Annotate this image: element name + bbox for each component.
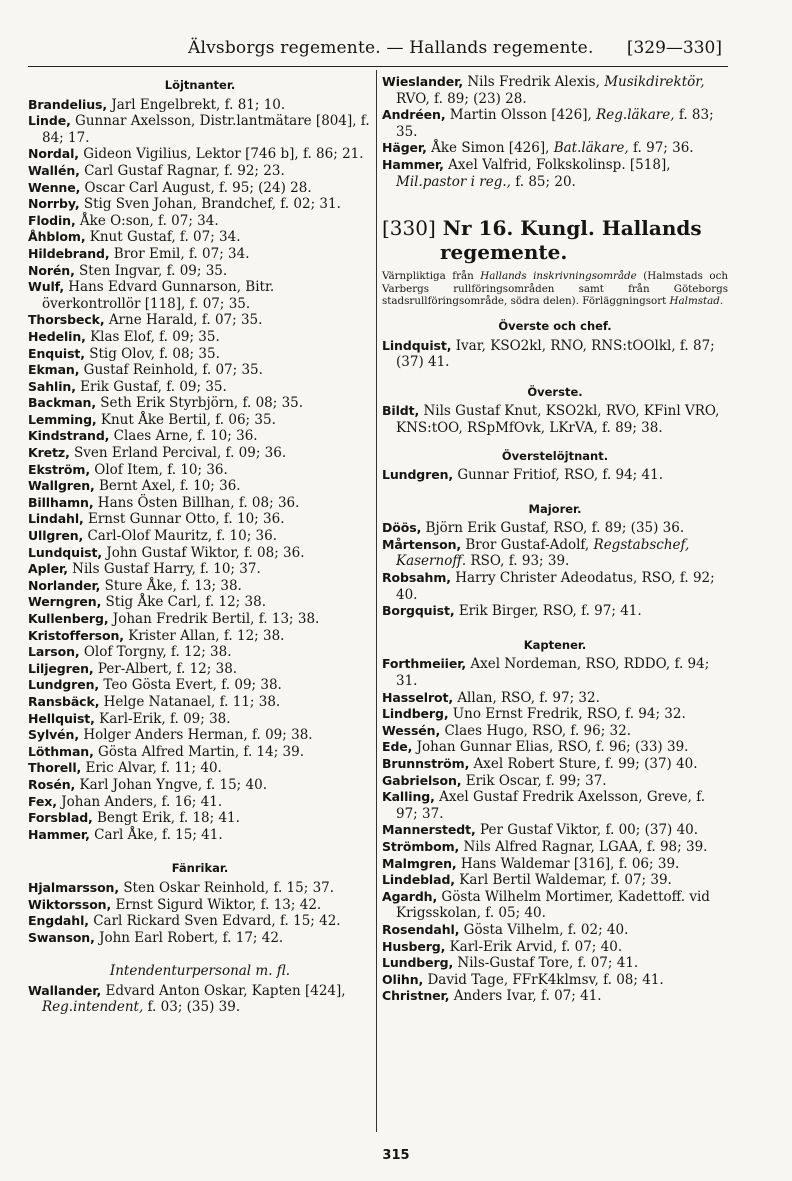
- entry-role: Reg.intendent,: [42, 999, 144, 1016]
- entry-text: Arne Harald, f. 07; 35.: [108, 312, 263, 329]
- list-item: [28, 777, 372, 794]
- entry-surname: Liljegren,: [28, 660, 94, 676]
- section-heading-fanrikar: Fänrikar.: [171, 861, 229, 876]
- list-item: [382, 107, 728, 140]
- intro-pre: Värnpliktiga från: [382, 270, 474, 283]
- list-item: [28, 794, 372, 811]
- entry-tail: RSO, f. 93; 39.: [470, 553, 570, 570]
- entry-surname: Döös,: [382, 520, 422, 536]
- entry-surname: Hammer,: [382, 156, 444, 172]
- entry-surname: Thorsbeck,: [28, 312, 105, 328]
- entry-surname: Ransbäck,: [28, 693, 100, 709]
- list-item: [382, 773, 728, 790]
- list-item: [28, 97, 372, 114]
- entry-text: Johan Anders, f. 16; 41.: [61, 793, 223, 810]
- entry-surname: Kretz,: [28, 445, 70, 461]
- list-item: [28, 594, 372, 611]
- list-item: [28, 196, 372, 213]
- entry-surname: Hellquist,: [28, 710, 95, 726]
- list-item: [382, 690, 728, 707]
- entry-role: Bat.läkare,: [553, 140, 629, 157]
- list-item: [28, 146, 372, 163]
- entry-surname: Swanson,: [28, 929, 95, 945]
- list-item: [382, 520, 728, 537]
- entry-text: Harry Christer Adeodatus, RSO, f. 92; 40.: [396, 570, 715, 603]
- entry-surname: Ede,: [382, 739, 413, 755]
- entry-text: Karl-Erik Arvid, f. 07; 40.: [449, 938, 623, 955]
- entry-text: Gunnar Axelsson, Distr.lantmätare [804], f. 84; 17.: [42, 113, 370, 146]
- entry-surname: Ullgren,: [28, 528, 84, 544]
- entry-surname: Sylvén,: [28, 727, 80, 743]
- entry-surname: Werngren,: [28, 594, 102, 610]
- entry-text: John Earl Robert, f. 17; 42.: [99, 929, 284, 946]
- entry-surname: Mårtenson,: [382, 536, 462, 552]
- entry-surname: Lemming,: [28, 411, 97, 427]
- entry-surname: Lindberg,: [382, 706, 449, 722]
- entry-surname: Brandelius,: [28, 96, 108, 112]
- entry-text: Stig Sven Johan, Brandchef, f. 02; 31.: [83, 196, 341, 213]
- regiment-name: Nr 16. Kungl. Hallands regemente.: [440, 216, 702, 265]
- entry-text: Per-Albert, f. 12; 38.: [97, 660, 238, 677]
- list-item: [28, 561, 372, 578]
- list-item: [382, 723, 728, 740]
- entry-text: Per Gustaf Viktor, f. 00; (37) 40.: [479, 822, 699, 839]
- list-item: [382, 140, 728, 157]
- header-title: Älvsborgs regemente. — Hallands regemente.: [188, 38, 594, 58]
- entry-text: Krister Allan, f. 12; 38.: [128, 627, 285, 644]
- entry-role: Musikdirektör,: [604, 74, 705, 90]
- list-item: [382, 972, 728, 989]
- list-item: [28, 897, 372, 914]
- majorer-list: [382, 520, 728, 620]
- entry-surname: Mannerstedt,: [382, 822, 476, 838]
- running-header: [28, 38, 728, 67]
- column-divider: [376, 70, 377, 1132]
- entry-surname: Robsahm,: [382, 570, 451, 586]
- entry-surname: Borgquist,: [382, 603, 455, 619]
- entry-surname: Husberg,: [382, 938, 446, 954]
- entry-text: Karl Johan Yngve, f. 15; 40.: [79, 776, 267, 793]
- entry-tail: f. 83; 35.: [396, 107, 714, 140]
- list-item: [382, 939, 728, 956]
- entry-surname: Malmgren,: [382, 855, 457, 871]
- entry-text: Axel Nordeman, RSO, RDDO, f. 94; 31.: [396, 656, 710, 690]
- entry-text: Anders Ivar, f. 07; 41.: [453, 988, 602, 1005]
- entry-text: Jarl Engelbrekt, f. 81; 10.: [111, 96, 286, 113]
- entry-surname: Gabrielson,: [382, 772, 462, 788]
- entry-text: Carl Åke, f. 15; 41.: [94, 826, 223, 843]
- fanrikar-list: [28, 880, 372, 946]
- entry-surname: Wessén,: [382, 722, 441, 738]
- section-heading-loitnanter: Löjtnanter.: [164, 78, 236, 92]
- entry-surname: Lundgren,: [382, 467, 454, 483]
- entry-surname: Lindeblad,: [382, 872, 455, 888]
- list-item: [28, 312, 372, 329]
- section-heading-overstelojtnant: Överstelöjtnant.: [501, 448, 609, 463]
- entry-surname: Ekman,: [28, 362, 80, 378]
- entry-text: Eric Alvar, f. 11; 40.: [85, 760, 222, 777]
- entry-text: Åke O:son, f. 07; 34.: [79, 212, 219, 229]
- entry-surname: Rosendahl,: [382, 921, 460, 937]
- entry-surname: Lundberg,: [382, 955, 454, 971]
- list-item: [382, 603, 728, 620]
- entry-text: Gösta Vilhelm, f. 02; 40.: [463, 921, 629, 938]
- entry-surname: Wallén,: [28, 162, 80, 178]
- entry-text: Gustaf Reinhold, f. 07; 35.: [83, 362, 263, 379]
- kaptener-list: [382, 656, 728, 1004]
- section-heading-intendentur: Intendenturpersonal m. fl.: [109, 963, 291, 980]
- right-column: [382, 74, 728, 1005]
- entry-surname: Forthmeiier,: [382, 656, 467, 672]
- entry-text: Sven Erland Percival, f. 09; 36.: [74, 445, 287, 462]
- list-item: [382, 157, 728, 190]
- page-number: 315: [382, 1148, 410, 1163]
- entry-text: Carl Rickard Sven Edvard, f. 15; 42.: [93, 913, 341, 930]
- list-item: [382, 467, 728, 484]
- list-item: [382, 739, 728, 756]
- list-item: [28, 229, 372, 246]
- list-item: [382, 74, 728, 107]
- entry-surname: Hasselrot,: [382, 689, 454, 705]
- entry-surname: Norén,: [28, 262, 75, 278]
- entry-tail: f. 97; 36.: [633, 140, 694, 157]
- entry-text: Olof Torgny, f. 12; 38.: [83, 644, 232, 661]
- list-item: [28, 478, 372, 495]
- entry-text: Axel Gustaf Fredrik Axelsson, Greve, f. 97; 37.: [396, 789, 706, 822]
- entry-text: Hans Edvard Gunnarson, Bitr. överkontrollör [118], f. 07; 35.: [42, 279, 275, 312]
- list-item: [28, 661, 372, 678]
- entry-surname: Kindstrand,: [28, 428, 110, 444]
- list-item: [28, 213, 372, 230]
- entry-text: Helge Natanael, f. 11; 38.: [103, 693, 281, 710]
- list-item: [28, 346, 372, 363]
- entry-surname: Wenne,: [28, 179, 81, 195]
- intro-mid: (Halmstads och Varbergs rullföringsområden samt från Göteborgs stadsrullföringsområde, södra delen). Förläggningsort: [382, 270, 728, 308]
- entry-text: Bengt Erik, f. 18; 41.: [97, 810, 240, 827]
- list-item: [382, 922, 728, 939]
- entry-surname: Agardh,: [382, 888, 438, 904]
- entry-surname: Wiktorsson,: [28, 896, 112, 912]
- entry-text: Klas Elof, f. 09; 35.: [90, 328, 220, 345]
- entry-text: Björn Erik Gustaf, RSO, f. 89; (35) 36.: [425, 520, 685, 537]
- entry-surname: Backman,: [28, 395, 96, 411]
- entry-text: Ivar, KSO2kl, RNO, RNS:tOOlkl, f. 87; (37) 41.: [396, 337, 715, 371]
- entry-text: Teo Gösta Evert, f. 09; 38.: [103, 677, 282, 694]
- entry-surname: Sahlin,: [28, 378, 76, 394]
- entry-text: Oscar Carl August, f. 95; (24) 28.: [84, 179, 312, 196]
- entry-text: David Tage, FFrK4klmsv, f. 08; 41.: [427, 971, 664, 988]
- regiment-intro: [382, 270, 728, 308]
- entry-surname: Hjalmarsson,: [28, 879, 120, 895]
- entry-text: Johan Fredrik Bertil, f. 13; 38.: [112, 611, 320, 627]
- entry-text: Karl-Erik, f. 09; 38.: [99, 710, 231, 727]
- entry-text: Carl Gustaf Ragnar, f. 92; 23.: [84, 162, 285, 179]
- entry-text: Nils Gustaf Harry, f. 10; 37.: [72, 561, 261, 578]
- entry-surname: Nordal,: [28, 146, 79, 162]
- entry-text: Stig Åke Carl, f. 12; 38.: [105, 594, 266, 611]
- entry-surname: Lundquist,: [28, 544, 103, 560]
- list-item: [28, 677, 372, 694]
- entry-text: Seth Erik Styrbjörn, f. 08; 35.: [100, 395, 304, 412]
- entry-text: Gunnar Fritiof, RSO, f. 94; 41.: [457, 467, 663, 484]
- list-item: [28, 511, 372, 528]
- list-item: [28, 462, 372, 479]
- list-item: [28, 246, 372, 263]
- intro-italic: Hallands inskrivningsområde: [480, 270, 637, 283]
- list-item: [382, 988, 728, 1005]
- entry-surname: Hildebrand,: [28, 245, 110, 261]
- list-item: [28, 760, 372, 777]
- entry-text: Knut Åke Bertil, f. 06; 35.: [100, 411, 276, 428]
- entry-surname: Brunnström,: [382, 756, 470, 771]
- list-item: [382, 537, 728, 570]
- entry-surname: Kullenberg,: [28, 611, 109, 626]
- list-item: [28, 611, 372, 628]
- left-column: [28, 74, 372, 1016]
- entry-surname: Andréen,: [382, 107, 446, 123]
- entry-text: Ernst Gunnar Otto, f. 10; 36.: [87, 511, 285, 528]
- entry-text: Bror Gustaf-Adolf,: [465, 536, 590, 553]
- list-item: [382, 822, 728, 839]
- entry-surname: Wallgren,: [28, 478, 95, 494]
- overste-chef-list: [382, 338, 728, 371]
- entry-text: Bror Emil, f. 07; 34.: [113, 245, 250, 262]
- entry-tail: f. 85; 20.: [515, 173, 576, 190]
- entry-surname: Hammer,: [28, 826, 90, 842]
- entry-surname: Hedelin,: [28, 328, 86, 344]
- regiment-page-number: [330]: [382, 216, 436, 241]
- entry-text: Claes Arne, f. 10; 36.: [113, 428, 258, 445]
- entry-surname: Löthman,: [28, 743, 94, 759]
- entry-text: Gideon Vigilius, Lektor [746 b], f. 86; 21.: [83, 146, 364, 163]
- section-heading-overste-chef: Överste och chef.: [498, 318, 612, 333]
- intro-place: Halmstad.: [669, 295, 724, 308]
- loitnanter-list: [28, 97, 372, 844]
- list-item: [28, 279, 372, 312]
- entry-text: Uno Ernst Fredrik, RSO, f. 94; 32.: [452, 706, 686, 723]
- list-item: [382, 706, 728, 723]
- list-item: [28, 545, 372, 562]
- entry-surname: Norrby,: [28, 196, 80, 212]
- list-item: [382, 955, 728, 972]
- list-item: [28, 362, 372, 379]
- entry-text: Sten Ingvar, f. 09; 35.: [79, 262, 228, 279]
- entry-text: Hans Östen Billhan, f. 08; 36.: [97, 494, 300, 511]
- entry-text: Nils-Gustaf Tore, f. 07; 41.: [457, 955, 639, 972]
- list-item: [28, 495, 372, 512]
- entry-surname: Wallander,: [28, 982, 102, 998]
- entry-text: Nils Alfred Ragnar, LGAA, f. 98; 39.: [463, 838, 708, 855]
- entry-surname: Strömbom,: [382, 838, 460, 854]
- entry-surname: Thorell,: [28, 760, 82, 776]
- entry-surname: Norlander,: [28, 577, 101, 593]
- entry-text: Olof Item, f. 10; 36.: [94, 461, 228, 478]
- list-item: [28, 428, 372, 445]
- overstelojtnant-list: [382, 467, 728, 484]
- entry-text: John Gustaf Wiktor, f. 08; 36.: [106, 544, 305, 561]
- list-item: [382, 872, 728, 889]
- entry-text: Erik Gustaf, f. 09; 35.: [80, 378, 227, 395]
- entry-text: Edvard Anton Oskar, Kapten [424],: [105, 982, 346, 999]
- entry-text: Sture Åke, f. 13; 38.: [104, 577, 242, 594]
- entry-text: Erik Birger, RSO, f. 97; 41.: [458, 603, 642, 620]
- entry-text: Allan, RSO, f. 97; 32.: [457, 689, 600, 706]
- entry-text: Ernst Sigurd Wiktor, f. 13; 42.: [115, 896, 322, 913]
- list-item: [28, 810, 372, 827]
- entry-text: Nils Gustaf Knut, KSO2kl, RVO, KFinl VRO, KNS:tOO, RSpMfOvk, LKrVA, f. 89; 38.: [396, 403, 720, 436]
- entry-tail: RVO, f. 89; (23) 28.: [396, 90, 527, 107]
- list-item: [28, 163, 372, 180]
- entry-text: Sten Oskar Reinhold, f. 15; 37.: [123, 879, 335, 896]
- list-item: [28, 113, 372, 146]
- entry-text: Holger Anders Herman, f. 09; 38.: [83, 727, 313, 744]
- entry-role: Reg.läkare,: [596, 107, 675, 124]
- list-item: [382, 789, 728, 822]
- list-item: [382, 338, 728, 371]
- list-item: [28, 827, 372, 844]
- section-heading-kaptener: Kaptener.: [523, 637, 587, 652]
- entry-surname: Kalling,: [382, 789, 435, 805]
- list-item: [28, 913, 372, 930]
- entry-surname: Lundgren,: [28, 677, 100, 693]
- entry-surname: Lindquist,: [382, 337, 452, 353]
- section-heading-overste: Överste.: [527, 384, 583, 399]
- list-item: [382, 756, 728, 773]
- list-item: [28, 644, 372, 661]
- entry-surname: Wieslander,: [382, 74, 464, 89]
- entry-surname: Lindahl,: [28, 511, 84, 527]
- entry-surname: Larson,: [28, 644, 80, 660]
- list-item: [382, 570, 728, 603]
- entry-text: Åke Simon [426],: [431, 140, 550, 157]
- entry-text: Nils Fredrik Alexis,: [467, 74, 600, 90]
- entry-surname: Apler,: [28, 561, 68, 577]
- entry-text: Hans Waldemar [316], f. 06; 39.: [460, 855, 680, 872]
- list-item: [28, 930, 372, 947]
- entry-text: Carl-Olof Mauritz, f. 10; 36.: [87, 528, 278, 545]
- list-item: [382, 889, 728, 922]
- entry-surname: Olihn,: [382, 971, 424, 987]
- entry-role: Mil.pastor i reg.,: [396, 173, 511, 190]
- entry-surname: Christner,: [382, 988, 450, 1004]
- list-item: [28, 329, 372, 346]
- list-item: [28, 412, 372, 429]
- list-item: [28, 727, 372, 744]
- list-item: [28, 880, 372, 897]
- entry-surname: Flodin,: [28, 212, 76, 228]
- entry-surname: Bildt,: [382, 403, 420, 419]
- overste-list: [382, 403, 728, 436]
- entry-text: Johan Gunnar Elias, RSO, f. 96; (33) 39.: [416, 739, 689, 756]
- list-item: [28, 445, 372, 462]
- list-item: [28, 744, 372, 761]
- top-entries-list: [382, 74, 728, 190]
- list-item: [28, 578, 372, 595]
- entry-text: Stig Olov, f. 08; 35.: [89, 345, 220, 362]
- entry-surname: Forsblad,: [28, 810, 93, 826]
- entry-surname: Ekström,: [28, 461, 90, 477]
- list-item: [382, 856, 728, 873]
- entry-text: Erik Oscar, f. 99; 37.: [465, 772, 607, 789]
- entry-text: Knut Gustaf, f. 07; 34.: [89, 229, 241, 246]
- list-item: [28, 711, 372, 728]
- entry-text: Axel Robert Sture, f. 99; (37) 40.: [473, 756, 698, 772]
- entry-surname: Wulf,: [28, 279, 64, 295]
- intendentur-entry: [28, 983, 372, 1016]
- list-item: [382, 839, 728, 856]
- entry-text: Claes Hugo, RSO, f. 96; 32.: [444, 722, 632, 739]
- entry-text: Bernt Axel, f. 10; 36.: [98, 478, 241, 495]
- list-item: [382, 403, 728, 436]
- entry-surname: Häger,: [382, 140, 427, 156]
- entry-text: Axel Valfrid, Folkskolinsp. [518],: [448, 156, 671, 173]
- entry-surname: Fex,: [28, 793, 57, 809]
- list-item: [28, 528, 372, 545]
- list-item: [28, 395, 372, 412]
- entry-text: Karl Bertil Waldemar, f. 07; 39.: [459, 872, 672, 889]
- entry-surname: Rosén,: [28, 776, 76, 792]
- list-item: [382, 656, 728, 689]
- regiment-title: [382, 216, 728, 264]
- list-item: [28, 694, 372, 711]
- entry-role: Regstabschef, Kasernoff.: [396, 536, 690, 570]
- list-item: [28, 263, 372, 280]
- header-page-range: [329—330]: [626, 38, 722, 58]
- list-item: [28, 379, 372, 396]
- entry-text: Gösta Alfred Martin, f. 14; 39.: [98, 743, 305, 760]
- entry-surname: Åhblom,: [28, 229, 86, 245]
- entry-surname: Enquist,: [28, 345, 85, 361]
- entry-surname: Billhamn,: [28, 494, 94, 510]
- list-item: [28, 628, 372, 645]
- section-heading-majorer: Majorer.: [528, 501, 582, 516]
- entry-tail: f. 03; (35) 39.: [147, 999, 241, 1016]
- entry-surname: Linde,: [28, 113, 71, 129]
- entry-text: Gösta Wilhelm Mortimer, Kadettoff. vid Krigsskolan, f. 05; 40.: [396, 888, 710, 922]
- entry-text: Martin Olsson [426],: [449, 107, 592, 124]
- list-item: [28, 180, 372, 197]
- entry-surname: Engdahl,: [28, 913, 89, 929]
- entry-surname: Kristofferson,: [28, 627, 124, 643]
